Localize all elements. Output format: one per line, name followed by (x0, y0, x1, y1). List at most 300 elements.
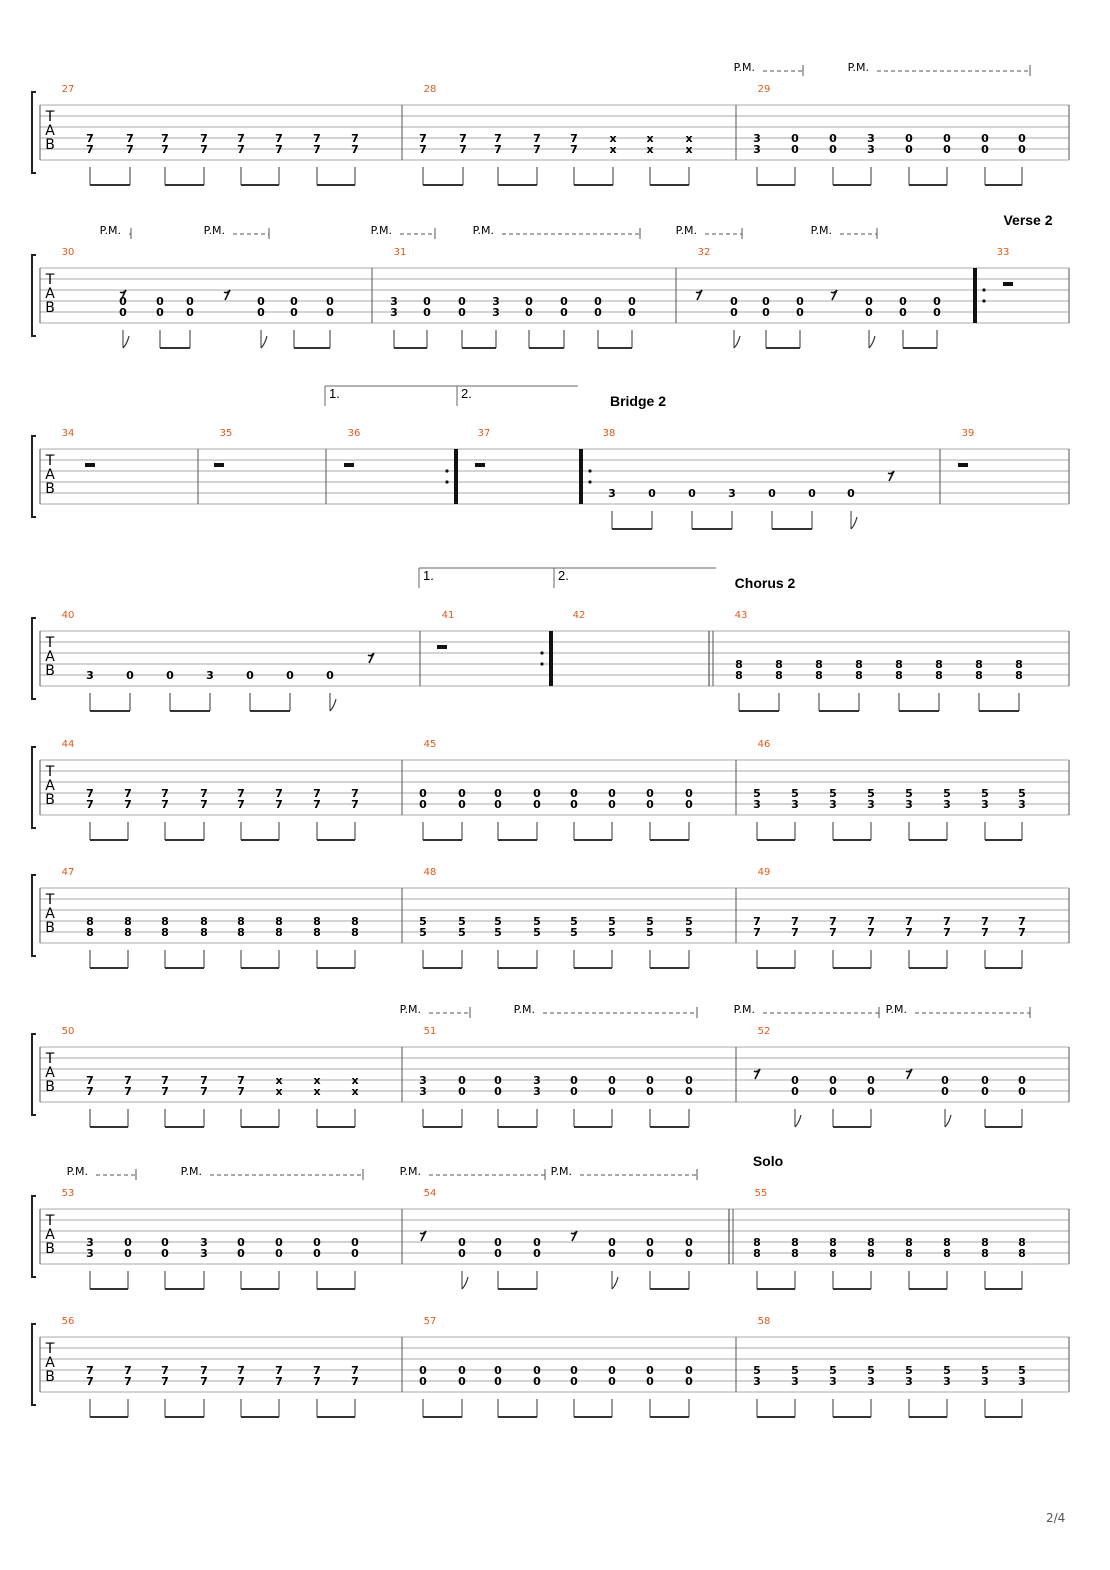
system-brace (32, 92, 36, 173)
fret-number: 0 (351, 1236, 359, 1249)
fret-number: 7 (791, 926, 799, 939)
fret-number: 0 (423, 306, 431, 319)
fret-number: 8 (829, 1236, 837, 1249)
fret-number: 7 (161, 787, 169, 800)
fret-number: 0 (685, 1074, 693, 1087)
fret-number: 0 (313, 1236, 321, 1249)
fret-number: 7 (86, 798, 94, 811)
fret-number: 0 (156, 295, 164, 308)
tab-clef-letter: B (45, 1079, 55, 1095)
fret-number: 0 (533, 1236, 541, 1249)
repeat-dot (540, 651, 543, 654)
fret-number: 7 (86, 1364, 94, 1377)
fret-number: x (313, 1074, 321, 1087)
fret-number: 7 (275, 1364, 283, 1377)
fret-number: 8 (124, 926, 132, 939)
fret-number: 8 (275, 926, 283, 939)
fret-number: 0 (458, 1247, 466, 1260)
fret-number: 7 (313, 143, 321, 156)
fret-number: 0 (865, 306, 873, 319)
fret-number: 0 (458, 798, 466, 811)
whole-rest (344, 463, 354, 467)
measure-number: 55 (754, 1188, 768, 1199)
fret-number: 0 (257, 295, 265, 308)
fret-number: 5 (753, 1364, 761, 1377)
fret-number: 0 (1018, 1085, 1026, 1098)
tab-clef-letter: A (45, 1355, 55, 1371)
fret-number: 0 (646, 798, 654, 811)
fret-number: 7 (313, 1375, 321, 1388)
palm-mute-label: P.M. (550, 1165, 572, 1178)
fret-number: 7 (275, 132, 283, 145)
fret-number: 7 (124, 1074, 132, 1087)
fret-number: 0 (124, 1236, 132, 1249)
fret-number: 7 (200, 787, 208, 800)
fret-number: 0 (867, 1074, 875, 1087)
section-label: Chorus 2 (734, 575, 796, 591)
fret-number: 8 (86, 915, 94, 928)
fret-number: 8 (867, 1247, 875, 1260)
fret-number: 3 (492, 306, 500, 319)
fret-number: 3 (905, 1375, 913, 1388)
tab-clef-letter: B (45, 1369, 55, 1385)
fret-number: 8 (943, 1247, 951, 1260)
fret-number: x (609, 132, 617, 145)
fret-number: 0 (494, 1247, 502, 1260)
fret-number: 7 (867, 926, 875, 939)
fret-number: 0 (981, 132, 989, 145)
fret-number: 7 (533, 132, 541, 145)
fret-number: 7 (86, 143, 94, 156)
measure-number: 47 (61, 867, 75, 878)
fret-number: 0 (905, 143, 913, 156)
measure-number: 50 (61, 1026, 75, 1037)
tab-clef-letter: B (45, 792, 55, 808)
fret-number: x (313, 1085, 321, 1098)
fret-number: 5 (943, 787, 951, 800)
fret-number: 0 (628, 295, 636, 308)
fret-number: 7 (200, 132, 208, 145)
fret-number: 0 (796, 295, 804, 308)
tab-clef-letter: T (45, 453, 55, 469)
tab-clef-letter: A (45, 1227, 55, 1243)
fret-number: 8 (775, 658, 783, 671)
fret-number: 8 (867, 1236, 875, 1249)
fret-number: 0 (275, 1236, 283, 1249)
tab-clef-letter: B (45, 920, 55, 936)
fret-number: 0 (257, 306, 265, 319)
fret-number: 0 (560, 295, 568, 308)
note-flag (795, 1115, 801, 1127)
system-brace (32, 618, 36, 699)
fret-number: 7 (753, 915, 761, 928)
fret-number: 7 (237, 143, 245, 156)
fret-number: 0 (313, 1247, 321, 1260)
note-flag (261, 336, 267, 348)
fret-number: 0 (560, 306, 568, 319)
fret-number: 3 (867, 798, 875, 811)
fret-number: 0 (494, 1085, 502, 1098)
tab-clef-letter: A (45, 286, 55, 302)
fret-number: 0 (594, 295, 602, 308)
note-flag (851, 517, 857, 529)
fret-number: 8 (351, 915, 359, 928)
fret-number: 0 (525, 306, 533, 319)
tab-clef-letter: A (45, 778, 55, 794)
repeat-dot (445, 469, 448, 472)
fret-number: 5 (570, 915, 578, 928)
fret-number: 0 (933, 295, 941, 308)
fret-number: 0 (608, 1364, 616, 1377)
fret-number: 7 (237, 1085, 245, 1098)
fret-number: x (646, 132, 654, 145)
fret-number: 8 (753, 1247, 761, 1260)
fret-number: 0 (981, 1074, 989, 1087)
measure-number: 34 (61, 428, 75, 439)
fret-number: 5 (981, 1364, 989, 1377)
section-label: Bridge 2 (609, 393, 667, 409)
fret-number: 8 (1018, 1247, 1026, 1260)
fret-number: x (351, 1085, 359, 1098)
fret-number: 7 (200, 1364, 208, 1377)
fret-number: 7 (1018, 915, 1026, 928)
section-label: Verse 2 (1003, 212, 1053, 228)
eighth-rest (420, 1231, 426, 1241)
measure-number: 29 (757, 84, 771, 95)
fret-number: 3 (867, 132, 875, 145)
fret-number: 7 (829, 915, 837, 928)
measure-number: 28 (423, 84, 437, 95)
fret-number: 0 (594, 306, 602, 319)
fret-number: 8 (935, 669, 943, 682)
fret-number: 0 (608, 1247, 616, 1260)
fret-number: 7 (237, 798, 245, 811)
system-brace (32, 255, 36, 336)
repeat-dot (588, 469, 591, 472)
fret-number: 8 (200, 926, 208, 939)
fret-number: 5 (905, 1364, 913, 1377)
tab-clef-letter: A (45, 649, 55, 665)
fret-number: 7 (126, 132, 134, 145)
fret-number: 0 (458, 295, 466, 308)
fret-number: 8 (935, 658, 943, 671)
fret-number: 0 (290, 306, 298, 319)
fret-number: 7 (459, 143, 467, 156)
measure-number: 42 (572, 610, 586, 621)
whole-rest (958, 463, 968, 467)
fret-number: 5 (791, 1364, 799, 1377)
fret-number: 7 (313, 1364, 321, 1377)
fret-number: 7 (275, 1375, 283, 1388)
fret-number: 3 (829, 798, 837, 811)
palm-mute-label: P.M. (885, 1003, 907, 1016)
measure-number: 48 (423, 867, 437, 878)
fret-number: 0 (525, 295, 533, 308)
fret-number: 0 (290, 295, 298, 308)
fret-number: 7 (753, 926, 761, 939)
fret-number: 0 (570, 787, 578, 800)
fret-number: 0 (494, 798, 502, 811)
repeat-end-thick (454, 449, 458, 504)
fret-number: 7 (124, 798, 132, 811)
fret-number: 7 (313, 132, 321, 145)
fret-number: 7 (86, 1375, 94, 1388)
fret-number: 7 (200, 1375, 208, 1388)
fret-number: 8 (981, 1236, 989, 1249)
repeat-start-thick (973, 268, 977, 323)
fret-number: 3 (905, 798, 913, 811)
fret-number: 7 (275, 787, 283, 800)
fret-number: 0 (419, 1375, 427, 1388)
fret-number: 0 (533, 787, 541, 800)
fret-number: 0 (494, 1074, 502, 1087)
palm-mute-label: P.M. (810, 224, 832, 237)
fret-number: 5 (1018, 1364, 1026, 1377)
system-brace (32, 1034, 36, 1115)
fret-number: 7 (86, 787, 94, 800)
volta-1-label: 1. (423, 568, 434, 583)
tab-clef-letter: B (45, 481, 55, 497)
fret-number: 0 (326, 306, 334, 319)
system-brace (32, 747, 36, 828)
eighth-rest (224, 290, 230, 300)
tab-clef-letter: T (45, 1341, 55, 1357)
fret-number: 0 (646, 787, 654, 800)
fret-number: 3 (753, 798, 761, 811)
measure-number: 27 (61, 84, 75, 95)
fret-number: 7 (86, 1074, 94, 1087)
fret-number: 0 (326, 295, 334, 308)
fret-number: 5 (646, 915, 654, 928)
fret-number: 5 (419, 915, 427, 928)
fret-number: 0 (124, 1247, 132, 1260)
measure-number: 56 (61, 1316, 75, 1327)
fret-number: 8 (313, 915, 321, 928)
fret-number: 5 (1018, 787, 1026, 800)
fret-number: 5 (419, 926, 427, 939)
note-flag (462, 1277, 468, 1289)
fret-number: 7 (124, 787, 132, 800)
fret-number: 7 (161, 1364, 169, 1377)
palm-mute-label: P.M. (399, 1165, 421, 1178)
fret-number: 0 (646, 1375, 654, 1388)
fret-number: 0 (685, 798, 693, 811)
fret-number: 7 (351, 1364, 359, 1377)
fret-number: 7 (161, 1375, 169, 1388)
fret-number: 0 (326, 669, 334, 682)
palm-mute-label: P.M. (66, 1165, 88, 1178)
fret-number: 8 (313, 926, 321, 939)
palm-mute-label: P.M. (203, 224, 225, 237)
fret-number: 7 (570, 143, 578, 156)
fret-number: 0 (494, 1236, 502, 1249)
note-flag (612, 1277, 618, 1289)
fret-number: 3 (86, 1236, 94, 1249)
fret-number: 5 (570, 926, 578, 939)
fret-number: 0 (570, 1074, 578, 1087)
measure-number: 40 (61, 610, 75, 621)
fret-number: 0 (119, 295, 127, 308)
volta-2-label: 2. (558, 568, 569, 583)
fret-number: 0 (186, 306, 194, 319)
fret-number: 0 (646, 1085, 654, 1098)
fret-number: 3 (981, 798, 989, 811)
fret-number: 0 (494, 1375, 502, 1388)
fret-number: 0 (847, 487, 855, 500)
fret-number: 0 (808, 487, 816, 500)
fret-number: 7 (200, 1085, 208, 1098)
fret-number: 5 (608, 926, 616, 939)
fret-number: 8 (1015, 669, 1023, 682)
eighth-rest (571, 1231, 577, 1241)
tab-clef-letter: B (45, 137, 55, 153)
fret-number: 3 (867, 1375, 875, 1388)
fret-number: 8 (975, 669, 983, 682)
fret-number: 0 (608, 1085, 616, 1098)
fret-number: 5 (458, 915, 466, 928)
fret-number: 7 (161, 798, 169, 811)
measure-number: 58 (757, 1316, 771, 1327)
fret-number: 3 (943, 798, 951, 811)
fret-number: 5 (458, 926, 466, 939)
fret-number: 0 (533, 1364, 541, 1377)
fret-number: 0 (458, 1085, 466, 1098)
measure-number: 33 (996, 247, 1010, 258)
fret-number: 7 (124, 1085, 132, 1098)
fret-number: 3 (829, 1375, 837, 1388)
fret-number: 3 (608, 487, 616, 500)
fret-number: 0 (941, 1074, 949, 1087)
fret-number: 5 (829, 787, 837, 800)
fret-number: 0 (423, 295, 431, 308)
system-brace (32, 1324, 36, 1405)
fret-number: 0 (791, 132, 799, 145)
system-brace (32, 436, 36, 517)
palm-mute-label: P.M. (180, 1165, 202, 1178)
fret-number: 7 (981, 915, 989, 928)
fret-number: x (685, 143, 693, 156)
measure-number: 44 (61, 739, 75, 750)
measure-number: 51 (423, 1026, 437, 1037)
measure-number: 39 (961, 428, 975, 439)
whole-rest (437, 645, 447, 649)
eighth-rest (368, 653, 374, 663)
note-flag (945, 1115, 951, 1127)
fret-number: 3 (419, 1085, 427, 1098)
fret-number: 8 (905, 1247, 913, 1260)
fret-number: 7 (124, 1375, 132, 1388)
fret-number: 0 (419, 787, 427, 800)
system-brace (32, 1196, 36, 1277)
palm-mute-label: P.M. (733, 1003, 755, 1016)
fret-number: 0 (161, 1236, 169, 1249)
measure-number: 54 (423, 1188, 437, 1199)
fret-number: 0 (608, 1074, 616, 1087)
whole-rest (1003, 282, 1013, 286)
fret-number: 0 (1018, 1074, 1026, 1087)
fret-number: 7 (86, 1085, 94, 1098)
system-brace (32, 875, 36, 956)
fret-number: 0 (458, 1074, 466, 1087)
fret-number: 0 (533, 1247, 541, 1260)
fret-number: 0 (419, 1364, 427, 1377)
measure-number: 36 (347, 428, 361, 439)
fret-number: 0 (351, 1247, 359, 1260)
fret-number: 0 (628, 306, 636, 319)
fret-number: 3 (791, 798, 799, 811)
measure-number: 41 (441, 610, 455, 621)
measure-number: 37 (477, 428, 491, 439)
tab-clef-letter: B (45, 1241, 55, 1257)
fret-number: 8 (86, 926, 94, 939)
fret-number: 7 (459, 132, 467, 145)
fret-number: 0 (646, 1236, 654, 1249)
volta-1-label: 1. (329, 386, 340, 401)
fret-number: 7 (351, 787, 359, 800)
fret-number: 0 (646, 1364, 654, 1377)
tab-clef-letter: A (45, 467, 55, 483)
palm-mute-label: P.M. (675, 224, 697, 237)
fret-number: 7 (275, 143, 283, 156)
fret-number: 3 (1018, 1375, 1026, 1388)
fret-number: 8 (981, 1247, 989, 1260)
measure-number: 43 (734, 610, 748, 621)
tab-clef-letter: A (45, 906, 55, 922)
repeat-dot (588, 480, 591, 483)
fret-number: 3 (390, 306, 398, 319)
fret-number: 0 (685, 787, 693, 800)
fret-number: 8 (829, 1247, 837, 1260)
fret-number: 0 (933, 306, 941, 319)
measure-number: 57 (423, 1316, 437, 1327)
fret-number: 5 (905, 787, 913, 800)
fret-number: x (646, 143, 654, 156)
fret-number: 0 (829, 1085, 837, 1098)
fret-number: 5 (533, 915, 541, 928)
fret-number: 7 (351, 132, 359, 145)
fret-number: 7 (200, 143, 208, 156)
fret-number: 0 (648, 487, 656, 500)
fret-number: x (275, 1085, 283, 1098)
repeat-dot (982, 288, 985, 291)
fret-number: 8 (943, 1236, 951, 1249)
fret-number: 5 (867, 787, 875, 800)
fret-number: 8 (815, 658, 823, 671)
fret-number: 0 (494, 787, 502, 800)
fret-number: 8 (895, 658, 903, 671)
fret-number: 7 (237, 1364, 245, 1377)
fret-number: 5 (685, 926, 693, 939)
fret-number: 7 (829, 926, 837, 939)
eighth-rest (831, 290, 837, 300)
fret-number: 0 (768, 487, 776, 500)
fret-number: 0 (286, 669, 294, 682)
fret-number: 0 (791, 143, 799, 156)
fret-number: 7 (494, 132, 502, 145)
fret-number: 0 (762, 306, 770, 319)
tab-clef-letter: T (45, 892, 55, 908)
fret-number: 0 (608, 798, 616, 811)
page-number: 2/4 (1046, 1511, 1066, 1525)
fret-number: 8 (735, 658, 743, 671)
measure-number: 52 (757, 1026, 771, 1037)
fret-number: 3 (791, 1375, 799, 1388)
fret-number: 0 (865, 295, 873, 308)
palm-mute-label: P.M. (733, 61, 755, 74)
fret-number: 0 (981, 1085, 989, 1098)
fret-number: 0 (1018, 132, 1026, 145)
eighth-rest (754, 1069, 760, 1079)
